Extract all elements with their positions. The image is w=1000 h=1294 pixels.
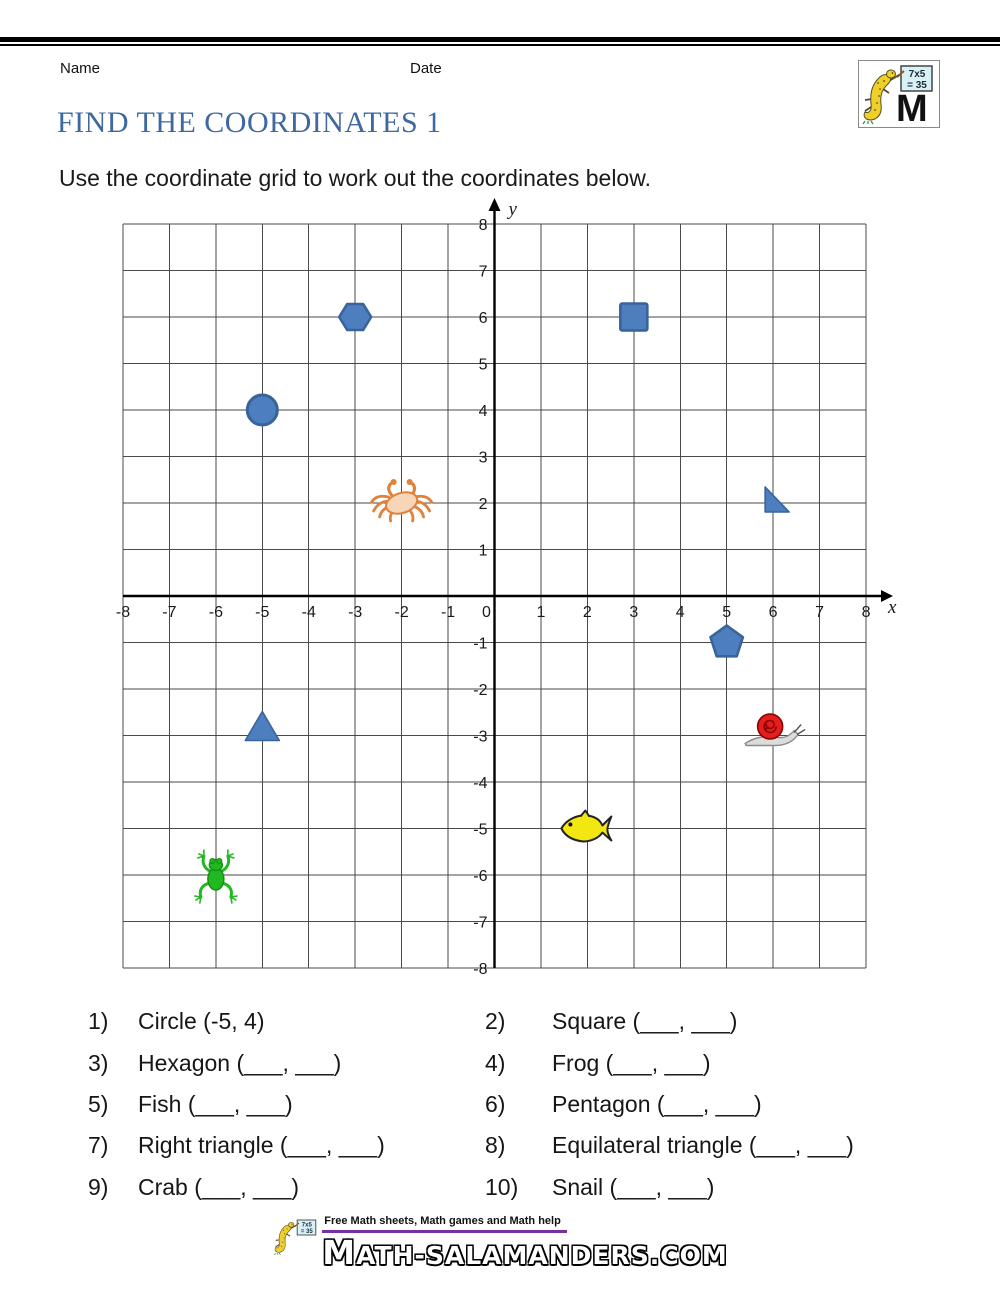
question-text: Hexagon (___, ___) [138,1049,342,1076]
svg-text:8: 8 [861,604,871,621]
grass-icon [863,121,873,124]
svg-text:5: 5 [478,356,488,374]
circle-shape [247,395,277,425]
footer-site-name: MATH-SALAMANDERS.COM [322,1233,728,1272]
svg-text:-1: -1 [440,604,456,621]
footer-salamander-icon [272,1217,320,1259]
footer-tagline: Free Math sheets, Math games and Math help [322,1213,567,1233]
svg-text:4: 4 [478,403,488,420]
svg-text:2: 2 [582,604,592,621]
svg-text:-4: -4 [473,775,488,792]
svg-text:-7: -7 [473,914,488,932]
question-text: Fish (___, ___) [138,1090,293,1117]
pentagon-shape [711,626,743,657]
svg-text:6: 6 [478,310,488,327]
question-number: 4) [485,1049,506,1076]
logo-m-letter: M [896,88,928,125]
svg-text:-8: -8 [473,961,488,978]
svg-text:-1: -1 [473,635,488,653]
question-text: Square (___, ___) [552,1008,738,1035]
svg-text:-7: -7 [162,604,177,621]
svg-text:y: y [508,199,517,220]
question-number: 5) [88,1090,109,1117]
svg-text:-2: -2 [473,682,488,699]
question-text: Circle (-5, 4) [138,1008,265,1035]
question-number: 6) [485,1090,506,1117]
date-label: Date [410,60,442,77]
coordinate-grid [95,195,915,985]
question-number: 1) [88,1008,109,1035]
coordinate-grid-area [95,195,915,985]
svg-text:-3: -3 [473,728,488,746]
svg-text:1: 1 [478,542,488,560]
header-divider-thick [0,37,1000,42]
svg-text:-4: -4 [301,604,316,621]
svg-text:7: 7 [815,604,825,621]
square-shape [620,304,647,331]
logo-art [859,61,937,125]
question-row [88,1084,968,1125]
question-number: 8) [485,1132,506,1159]
svg-text:4: 4 [675,604,685,621]
svg-text:-5: -5 [255,604,270,621]
hexagon-shape [339,304,371,330]
question-number: 10) [485,1173,519,1200]
questions-list [88,1001,968,1208]
svg-text:-5: -5 [473,821,488,839]
question-number: 7) [88,1132,109,1159]
svg-text:8: 8 [478,217,488,234]
svg-text:0: 0 [482,604,491,621]
instruction-text: Use the coordinate grid to work out the coordinates below. [59,165,651,191]
question-text: Crab (___, ___) [138,1173,300,1200]
svg-text:3: 3 [478,449,488,467]
svg-text:2: 2 [478,496,488,513]
question-row [88,1042,968,1083]
question-text: Snail (___, ___) [552,1173,715,1200]
question-number: 9) [88,1173,109,1200]
header-divider-thin [0,44,1000,46]
question-number: 3) [88,1049,109,1076]
svg-text:-8: -8 [115,604,131,621]
question-text: Equilateral triangle (___, ___) [552,1132,854,1159]
svg-text:-3: -3 [348,604,363,621]
question-text: Pentagon (___, ___) [552,1090,762,1117]
question-text: Frog (___, ___) [552,1049,711,1076]
logo-board-line1: 7x5 [908,69,926,80]
question-row [88,1125,968,1166]
svg-text:1: 1 [536,604,546,621]
svg-text:5: 5 [722,604,732,621]
logo-board-line2: = 35 [907,80,927,91]
name-label: Name [60,60,101,77]
page-title: FIND THE COORDINATES 1 [57,106,442,139]
equilateral-triangle-shape [245,712,279,741]
snail-shape [745,714,805,746]
question-row [88,1001,968,1042]
svg-text:-6: -6 [208,604,223,621]
question-number: 2) [485,1008,506,1035]
svg-text:-2: -2 [394,604,409,621]
svg-text:-6: -6 [473,868,488,885]
fish-shape [561,811,611,842]
svg-text:7: 7 [478,263,488,281]
question-row [88,1167,968,1208]
right-triangle-shape [765,487,789,512]
svg-text:3: 3 [629,604,639,621]
svg-text:6: 6 [768,604,778,621]
footer [0,1213,1000,1272]
math-salamanders-logo [858,60,940,128]
footer-text-block [322,1213,727,1272]
question-text: Right triangle (___, ___) [138,1132,385,1159]
svg-text:x: x [888,597,897,618]
